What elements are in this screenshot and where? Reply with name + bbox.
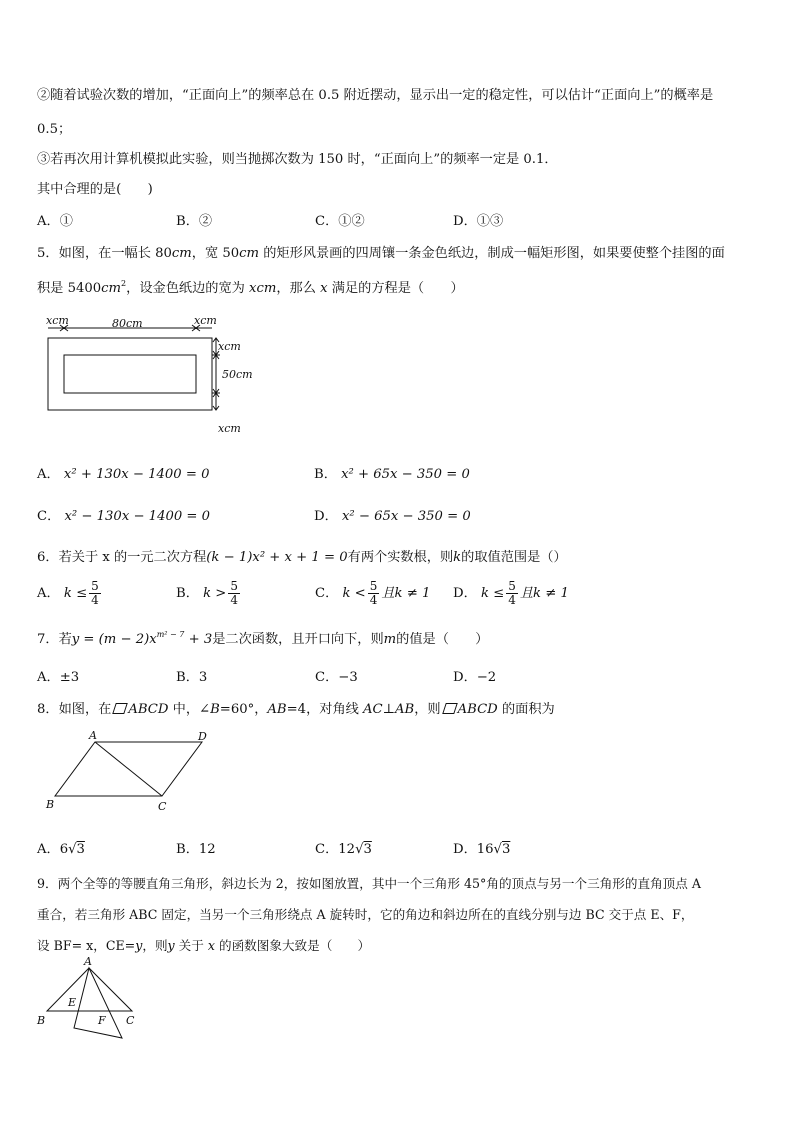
- q7-exponent: m² − 7: [156, 630, 185, 639]
- q9-fig-triangle-abc: [47, 968, 132, 1011]
- q7-text: 的值是（ ）: [396, 632, 489, 647]
- q8-text: 的面积为: [497, 702, 555, 717]
- option-tail: 且k ≠ 1: [381, 586, 431, 601]
- q4-prompt: 其中合理的是( ): [37, 182, 153, 197]
- q5-unit: cm: [239, 246, 260, 261]
- q9-fig-label-b: B: [37, 1014, 46, 1027]
- fraction: [506, 580, 518, 607]
- q7-option-a: A．±3: [37, 670, 80, 685]
- fraction-numerator: 5: [369, 579, 378, 593]
- option-coefficient: 12: [338, 842, 356, 857]
- q8-option-d: [453, 838, 510, 857]
- q8-text: 中，∠: [168, 702, 211, 717]
- option-label: B．: [314, 467, 337, 482]
- q5-text: 积是 5400: [37, 281, 102, 296]
- q8-variable: AB: [267, 702, 287, 717]
- q9-text: 的函数图象大致是（ ）: [214, 938, 371, 953]
- option-label: A．: [37, 467, 60, 482]
- q9-fig-label-a: A: [84, 956, 92, 968]
- q5-text: 满足的方程是（ ）: [327, 281, 464, 296]
- q5-unit: cm: [101, 281, 122, 296]
- q8-fig-diagonal-ac: [95, 742, 162, 796]
- option-relation: k ≤: [480, 586, 505, 601]
- q5-text: 的矩形风景画的四周镶一条金色纸边，制成一幅矩形图，如果要使整个挂图的面: [259, 246, 725, 261]
- option-radicand: 3: [501, 842, 511, 857]
- q4-option-a: A．①: [37, 214, 73, 229]
- option-tail: 且k ≠ 1: [519, 586, 569, 601]
- q9-text: 关于: [174, 938, 208, 953]
- q8-fig-label-d: D: [198, 730, 207, 743]
- option-label: D．: [453, 586, 477, 601]
- q5-fig-label-top-right: xcm: [194, 314, 217, 327]
- q8-variable: B: [210, 702, 220, 717]
- fraction-denominator: 4: [369, 593, 378, 607]
- q6-equation: (k − 1)x² + x + 1 = 0: [206, 550, 348, 565]
- q8-fig-label-a: A: [89, 729, 97, 742]
- option-relation: k <: [342, 586, 366, 601]
- option-coefficient: 6: [59, 842, 69, 857]
- option-relation: k ≤: [63, 586, 88, 601]
- q7-stem: [37, 628, 488, 647]
- q8-option-b: [176, 838, 216, 857]
- fraction-denominator: 4: [508, 593, 516, 607]
- q5-stem-line2: [37, 277, 464, 296]
- q5-fig-label-top-mid: 80cm: [112, 317, 143, 330]
- q6-option-a: [37, 580, 103, 607]
- option-equation: x² + 130x − 1400 = 0: [63, 467, 210, 482]
- q6-text: 6．若关于 x 的一元二次方程: [37, 550, 207, 565]
- q9-fig-rotated-triangle: [74, 968, 122, 1038]
- q4-option-c: C．①②: [315, 214, 365, 229]
- option-label: C．: [37, 509, 61, 524]
- option-equation: x² − 65x − 350 = 0: [341, 509, 471, 524]
- option-relation: k >: [203, 586, 227, 601]
- option-equation: x² + 65x − 350 = 0: [341, 467, 470, 482]
- parallelogram-icon: [113, 703, 129, 714]
- q5-text: ，设金色纸边的宽为: [126, 281, 250, 296]
- q6-text: 有两个实数根，则: [347, 550, 454, 565]
- option-equation: x² − 130x − 1400 = 0: [64, 509, 211, 524]
- q5-text: ，宽 50: [191, 246, 240, 261]
- q4-statement-2-line2: 0.5；: [37, 122, 72, 137]
- q5-fig-inner-rect: [64, 355, 196, 393]
- q8-text: =4，对角线: [286, 702, 364, 717]
- q5-fig-label-top-left: xcm: [46, 314, 69, 327]
- option-label: A．: [37, 586, 60, 601]
- q5-option-a: [37, 463, 210, 482]
- sqrt-icon: √: [355, 842, 364, 857]
- q5-variable: xcm: [249, 281, 277, 296]
- option-label: D．: [314, 509, 338, 524]
- q8-text: ，则: [414, 702, 441, 717]
- q9-stem-line3: [37, 935, 370, 954]
- q8-variable: ABCD: [457, 702, 498, 717]
- q8-fig-label-c: C: [158, 800, 167, 813]
- q8-text: =60°，: [219, 702, 268, 717]
- q7-equation: y = (m − 2)x: [71, 632, 157, 647]
- q9-fig-label-e: E: [68, 996, 77, 1009]
- option-label: A．: [37, 842, 60, 857]
- sqrt-icon: √: [68, 842, 77, 857]
- q6-option-c: [315, 580, 430, 607]
- q9-text: 设 BF= x，CE=: [37, 938, 136, 953]
- option-label: B．: [176, 586, 199, 601]
- q9-variable: y: [135, 938, 143, 953]
- option-label: C．: [315, 842, 339, 857]
- q5-fig-outer-rect: [48, 338, 212, 410]
- fraction-numerator: 5: [508, 579, 516, 593]
- sqrt-icon: √: [493, 842, 502, 857]
- q8-option-a: [37, 838, 85, 857]
- option-label: D．: [453, 842, 477, 857]
- q8-option-c: [315, 838, 372, 857]
- q8-parallelogram-figure: [40, 726, 220, 816]
- fraction-denominator: 4: [230, 593, 238, 607]
- q4-option-d: D．①③: [453, 214, 504, 229]
- option-coefficient: 12: [198, 842, 216, 857]
- q6-variable: k: [453, 550, 462, 565]
- q9-variable: x: [207, 938, 215, 953]
- fraction: [89, 580, 101, 607]
- q8-fig-label-b: B: [46, 798, 55, 811]
- q7-option-d: D．−2: [453, 670, 497, 685]
- option-coefficient: 16: [476, 842, 494, 857]
- q5-variable: x: [320, 281, 328, 296]
- q5-option-c: [37, 505, 210, 524]
- q6-text: 的取值范围是（）: [461, 550, 567, 565]
- q5-fig-label-right-top: xcm: [218, 340, 241, 353]
- q6-stem: [37, 546, 567, 565]
- q5-text: 5．如图，在一幅长 80: [37, 246, 172, 261]
- q5-exponent: 2: [121, 279, 127, 288]
- q4-statement-2-line1: ②随着试验次数的增加，“正面向上”的频率总在 0.5 附近摆动，显示出一定的稳定性，可以估计“正面向上”的概率是: [37, 88, 714, 103]
- q5-text: ，那么: [276, 281, 321, 296]
- q5-option-d: [314, 505, 471, 524]
- q5-option-b: [314, 463, 470, 482]
- q7-option-b: B．3: [176, 670, 208, 685]
- q7-variable: m: [383, 632, 397, 647]
- fraction-numerator: 5: [230, 579, 238, 593]
- option-radicand: 3: [363, 842, 372, 857]
- q5-frame-figure: [36, 312, 256, 442]
- fraction-denominator: 4: [91, 593, 99, 607]
- q7-equation: + 3: [184, 632, 213, 647]
- fraction: [228, 580, 240, 607]
- q4-statement-3: ③若再次用计算机模拟此实验，则当抛掷次数为 150 时，“正面向上”的频率一定是 0.1．: [37, 152, 558, 167]
- q9-triangles-figure: [34, 956, 154, 1046]
- fraction-numerator: 5: [91, 579, 99, 593]
- parallelogram-icon: [442, 703, 458, 714]
- q5-stem-line1: [37, 242, 725, 261]
- q8-text: 8．如图，在: [37, 702, 112, 717]
- q7-text: 7．若: [37, 632, 72, 647]
- q8-stem: [37, 698, 555, 717]
- fraction: [368, 580, 380, 607]
- q8-variable: ABCD: [128, 702, 169, 717]
- q9-variable: y: [167, 938, 175, 953]
- q5-fig-label-right-mid: 50cm: [222, 368, 253, 381]
- q4-option-b: B．②: [176, 214, 213, 229]
- q7-option-c: C．−3: [315, 670, 358, 685]
- q7-text: 是二次函数，且开口向下，则: [212, 632, 384, 647]
- option-radicand: 3: [76, 842, 85, 857]
- q8-relation: AC⊥AB: [363, 702, 415, 717]
- option-label: C．: [315, 586, 339, 601]
- q9-text: ，则: [142, 938, 168, 953]
- q5-unit: cm: [171, 246, 192, 261]
- q9-stem-line1: 9．两个全等的等腰直角三角形，斜边长为 2，按如图放置，其中一个三角形 45°角的顶点与另一个三角形的直角顶点 A: [37, 876, 701, 891]
- q9-fig-label-f: F: [98, 1014, 106, 1027]
- q5-fig-label-right-bottom: xcm: [218, 422, 241, 435]
- q9-fig-label-c: C: [126, 1014, 135, 1027]
- q9-stem-line2: 重合，若三角形 ABC 固定，当另一个三角形绕点 A 旋转时，它的角边和斜边所在的直线分别与边 BC 交于点 E、F，: [37, 907, 694, 922]
- q6-option-d: [453, 580, 569, 607]
- option-label: B．: [176, 842, 199, 857]
- q6-option-b: [176, 580, 242, 607]
